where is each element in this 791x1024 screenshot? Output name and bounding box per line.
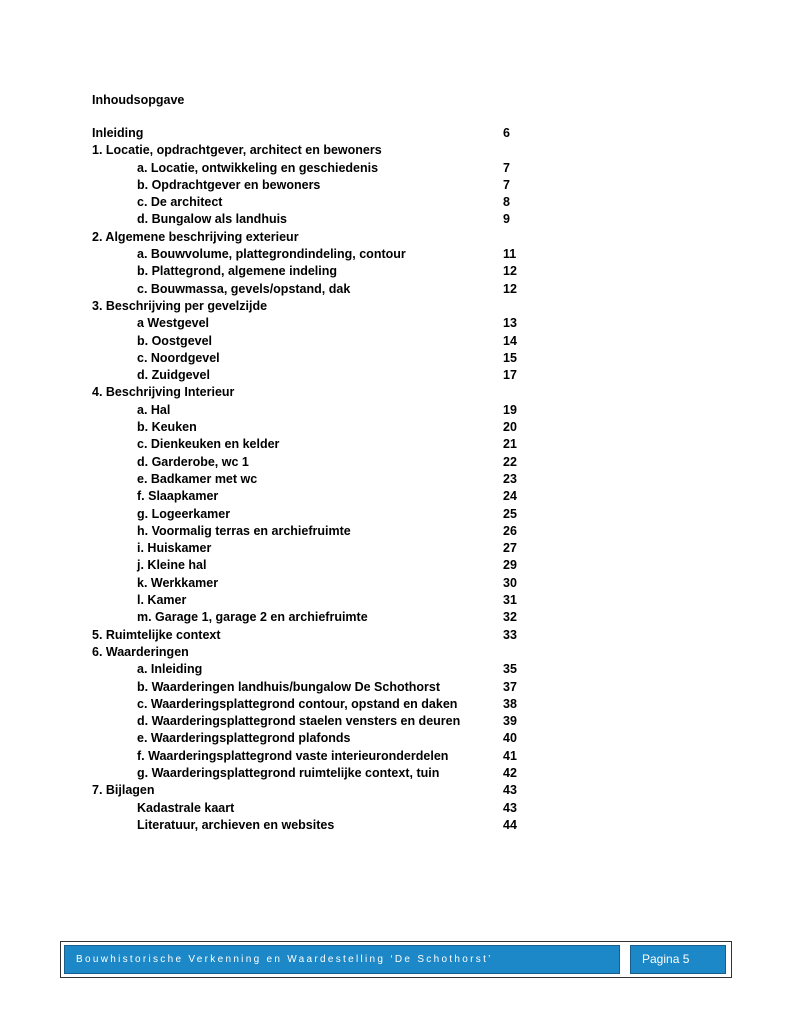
toc-entry-page: 11 bbox=[503, 247, 517, 262]
toc-entry-label: g. Waarderingsplattegrond ruimtelijke context, tuin bbox=[137, 765, 440, 780]
toc-entry-page: 40 bbox=[503, 731, 517, 746]
toc-entry-label: b. Opdrachtgever en bewoners bbox=[137, 177, 321, 192]
toc-entry-page: 37 bbox=[503, 679, 517, 694]
toc-subentry bbox=[92, 661, 522, 678]
toc-entry bbox=[92, 644, 522, 661]
toc-entry-page: 27 bbox=[503, 541, 517, 556]
toc-entry-label: j. Kleine hal bbox=[137, 558, 207, 573]
toc-entry-page: 7 bbox=[503, 160, 510, 175]
toc-entry-label: l. Kamer bbox=[137, 593, 187, 608]
toc-subentry bbox=[92, 730, 522, 747]
toc-entry-page: 22 bbox=[503, 454, 517, 469]
toc-entry bbox=[92, 229, 522, 246]
toc-entry bbox=[92, 142, 522, 159]
toc-subentry bbox=[92, 575, 522, 592]
toc-entry-label: a Westgevel bbox=[137, 316, 210, 331]
toc-entry-label: h. Voormalig terras en archiefruimte bbox=[137, 523, 351, 538]
toc-entry-page: 29 bbox=[503, 558, 517, 573]
toc-subentry bbox=[92, 523, 522, 540]
toc-entry-label: a. Bouwvolume, plattegrondindeling, contour bbox=[137, 247, 406, 262]
toc-entry-page: 9 bbox=[503, 212, 510, 227]
toc-subentry bbox=[92, 748, 522, 765]
footer-document-title: Bouwhistorische Verkenning en Waardestelling ‘De Schothorst’ bbox=[64, 945, 620, 974]
toc-subentry bbox=[92, 800, 522, 817]
toc-entry-page: 41 bbox=[503, 748, 517, 763]
toc-subentry bbox=[92, 506, 522, 523]
toc-entry bbox=[92, 125, 522, 142]
toc-entry-label: k. Werkkamer bbox=[137, 575, 219, 590]
toc-entry-label: m. Garage 1, garage 2 en archiefruimte bbox=[137, 610, 368, 625]
toc-entry-page: 43 bbox=[503, 783, 517, 798]
toc-entry-page: 24 bbox=[503, 489, 517, 504]
toc-entry-page: 12 bbox=[503, 264, 517, 279]
toc-entry-page: 31 bbox=[503, 593, 517, 608]
toc-subentry bbox=[92, 367, 522, 384]
toc-subentry bbox=[92, 263, 522, 280]
toc-entry-page: 8 bbox=[503, 195, 510, 210]
toc-entry-page: 25 bbox=[503, 506, 517, 521]
toc-entry-page: 14 bbox=[503, 333, 517, 348]
toc-entry-label: 5. Ruimtelijke context bbox=[92, 627, 221, 642]
toc-entry bbox=[92, 298, 522, 315]
toc-entry-label: 7. Bijlagen bbox=[92, 783, 155, 798]
footer-page-number: Pagina 5 bbox=[630, 945, 726, 974]
toc-entry-label: c. Dienkeuken en kelder bbox=[137, 437, 280, 452]
toc-entry-label: e. Waarderingsplattegrond plafonds bbox=[137, 731, 351, 746]
toc-entry-page: 32 bbox=[503, 610, 517, 625]
toc-subentry bbox=[92, 488, 522, 505]
toc-subentry bbox=[92, 333, 522, 350]
toc-subentry bbox=[92, 315, 522, 332]
toc-entry-page: 12 bbox=[503, 281, 517, 296]
toc-entry-page: 13 bbox=[503, 316, 517, 331]
toc-entry-page: 23 bbox=[503, 471, 517, 486]
toc-entry-page: 6 bbox=[503, 126, 510, 140]
toc-entry-page: 33 bbox=[503, 627, 517, 642]
toc-entry-page: 21 bbox=[503, 437, 517, 452]
toc-entry-label: b. Waarderingen landhuis/bungalow De Schothorst bbox=[137, 679, 441, 694]
toc-entry-label: 1. Locatie, opdrachtgever, architect en bewoners bbox=[92, 143, 382, 158]
toc-entry-label: c. De architect bbox=[137, 195, 223, 210]
toc-entry-label: b. Keuken bbox=[137, 420, 197, 435]
toc-entry-page: 19 bbox=[503, 402, 517, 417]
toc-entry-label: i. Huiskamer bbox=[137, 541, 212, 556]
toc-subentry bbox=[92, 454, 522, 471]
toc-entry-label: d. Garderobe, wc 1 bbox=[137, 454, 249, 469]
toc-subentry bbox=[92, 177, 522, 194]
toc-entry-label: f. Slaapkamer bbox=[137, 489, 219, 504]
toc-entry-label: 6. Waarderingen bbox=[92, 644, 189, 659]
toc-entry-label: f. Waarderingsplattegrond vaste interieuronderdelen bbox=[137, 748, 449, 763]
toc-subentry bbox=[92, 281, 522, 298]
toc-subentry bbox=[92, 592, 522, 609]
page-footer bbox=[60, 941, 732, 978]
toc-entry-label: d. Zuidgevel bbox=[137, 368, 210, 383]
toc-entry-label: c. Bouwmassa, gevels/opstand, dak bbox=[137, 281, 351, 296]
toc-subentry bbox=[92, 436, 522, 453]
toc-entry-label: g. Logeerkamer bbox=[137, 506, 231, 521]
toc-subentry bbox=[92, 350, 522, 367]
toc-entry-label: Literatuur, archieven en websites bbox=[137, 817, 335, 832]
toc-entry-page: 30 bbox=[503, 575, 517, 590]
toc-entry bbox=[92, 627, 522, 644]
toc-subentry bbox=[92, 540, 522, 557]
toc-entry-label: e. Badkamer met wc bbox=[137, 471, 258, 486]
toc-subentry bbox=[92, 246, 522, 263]
toc-subentry bbox=[92, 194, 522, 211]
toc-subentry bbox=[92, 557, 522, 574]
toc-subentry bbox=[92, 679, 522, 696]
toc-entry-page: 42 bbox=[503, 765, 517, 780]
toc-entry-label: b. Plattegrond, algemene indeling bbox=[137, 264, 338, 279]
toc-entry-page: 39 bbox=[503, 714, 517, 729]
toc-subentry bbox=[92, 211, 522, 228]
toc-entry-label: a. Inleiding bbox=[137, 662, 203, 677]
toc-entry-label: 4. Beschrijving Interieur bbox=[92, 385, 235, 400]
toc-entry bbox=[92, 782, 522, 799]
toc-entry-label: Inleiding bbox=[92, 126, 144, 140]
toc-entry-label: a. Hal bbox=[137, 402, 171, 417]
toc-entry-page: 26 bbox=[503, 523, 517, 538]
toc-entry-label: 3. Beschrijving per gevelzijde bbox=[92, 298, 268, 313]
toc-entry-page: 7 bbox=[503, 177, 510, 192]
toc-subentry bbox=[92, 696, 522, 713]
toc-subentry bbox=[92, 471, 522, 488]
toc-entry-page: 44 bbox=[503, 817, 517, 832]
toc-entry-page: 38 bbox=[503, 696, 517, 711]
toc-entry-label: Kadastrale kaart bbox=[137, 800, 235, 815]
toc-entry-page: 17 bbox=[503, 368, 517, 383]
toc-entry-page: 15 bbox=[503, 350, 517, 365]
page-title: Inhoudsopgave bbox=[92, 93, 185, 107]
toc-subentry bbox=[92, 765, 522, 782]
toc-entry bbox=[92, 384, 522, 401]
toc-entry-page: 20 bbox=[503, 420, 517, 435]
toc-entry-label: 2. Algemene beschrijving exterieur bbox=[92, 229, 299, 244]
toc-subentry bbox=[92, 419, 522, 436]
toc-entry-label: a. Locatie, ontwikkeling en geschiedenis bbox=[137, 160, 379, 175]
toc-entry-label: c. Noordgevel bbox=[137, 350, 220, 365]
toc-entry-page: 35 bbox=[503, 662, 517, 677]
toc-entry-label: d. Waarderingsplattegrond staelen vensters en deuren bbox=[137, 714, 461, 729]
toc-entry-label: b. Oostgevel bbox=[137, 333, 213, 348]
toc-entry-label: d. Bungalow als landhuis bbox=[137, 212, 288, 227]
toc-subentry bbox=[92, 402, 522, 419]
toc-subentry bbox=[92, 817, 522, 834]
toc-subentry bbox=[92, 609, 522, 626]
toc-subentry bbox=[92, 160, 522, 177]
toc-entry-label: c. Waarderingsplattegrond contour, opstand en daken bbox=[137, 696, 458, 711]
toc-entry-page: 43 bbox=[503, 800, 517, 815]
table-of-contents bbox=[92, 125, 522, 834]
toc-subentry bbox=[92, 713, 522, 730]
